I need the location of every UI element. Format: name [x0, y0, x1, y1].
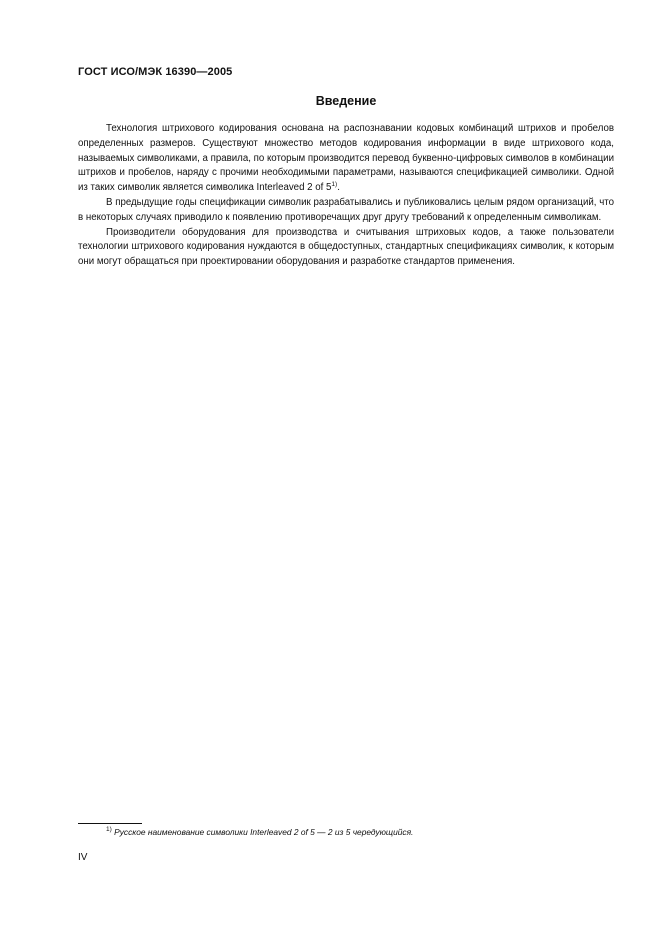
footnote-divider [78, 823, 142, 824]
paragraph-1-end: . [337, 182, 340, 194]
footnote [106, 826, 616, 838]
page-number: IV [78, 852, 88, 863]
footnote-text: Русское наименование символики Interleaved 2 of 5 — 2 из 5 чередующийся. [114, 827, 414, 837]
footnote-reference: 1) [331, 180, 338, 188]
paragraph-1 [78, 122, 614, 196]
paragraph-3: Производители оборудования для производства и считывания штриховых кодов, а также пользователи технологии штрихового кодирования нуждаются в общедоступных, стандартных спецификациях символик, к которым они могут обращаться при проектировании оборудования и разработке стандартов применения. [78, 226, 614, 268]
body-text [78, 122, 614, 270]
footnote-marker: 1) [106, 826, 112, 834]
paragraph-1-text: Технология штрихового кодирования основана на распознавании кодовых комбинаций штрихов и пробелов определенных размеров. Существуют множество методов кодирования информации в виде штрихового кода, называемых символиками, а правила, по которым производится перевод буквенно-цифровых символов в комбинации штрихов и пробелов, наряду с прочими необходимыми параметрами, называются спецификацией символики. Одной из таких символик является символика Interleaved 2 of 5 [78, 123, 614, 194]
standard-id-header: ГОСТ ИСО/МЭК 16390—2005 [78, 66, 233, 78]
paragraph-2: В предыдущие годы спецификации символик разрабатывались и публиковались целым рядом организаций, что в некоторых случаях приводило к появлению противоречащих друг другу требований к определенным символикам. [78, 196, 614, 223]
section-title: Введение [315, 94, 377, 108]
